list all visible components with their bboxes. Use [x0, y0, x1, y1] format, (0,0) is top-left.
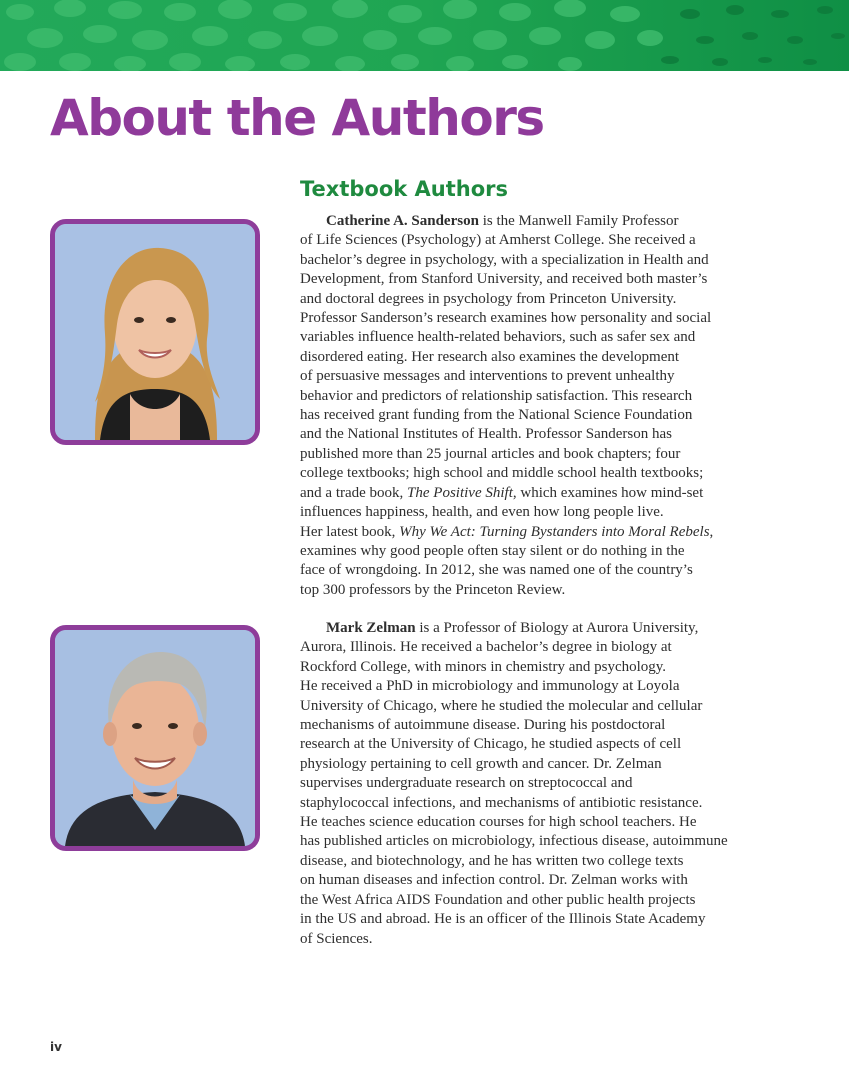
- author-name: Catherine A. Sanderson: [326, 213, 479, 229]
- bio-line: has published articles on microbiology, infectious disease, autoimmune: [300, 833, 728, 850]
- bio-line: Development, from Stanford University, and received both master’s: [300, 271, 708, 288]
- bio-line: and a trade book, The Positive Shift, which examines how mind-set: [300, 484, 704, 501]
- bio-line: Mark Zelman is a Professor of Biology at Aurora University,: [326, 620, 699, 636]
- bio-line: University of Chicago, where he studied the molecular and cellular: [300, 697, 703, 714]
- bio-line: variables influence health-related behaviors, such as safer sex and: [300, 329, 696, 346]
- dot-pattern: [0, 0, 849, 71]
- bio-line: college textbooks; high school and middle school health textbooks;: [300, 465, 704, 482]
- bio-line: He teaches science education courses for high school teachers. He: [300, 814, 697, 831]
- bio-line: bachelor’s degree in psychology, with a specialization in Health and: [300, 251, 709, 268]
- bio-line: of Life Sciences (Psychology) at Amherst College. She received a: [300, 232, 696, 249]
- bio-line: staphylococcal infections, and mechanisms of antibiotic resistance.: [300, 794, 703, 811]
- bio-line: Rockford College, with minors in chemistry and psychology.: [300, 658, 667, 675]
- bio-line: and doctoral degrees in psychology from Princeton University.: [300, 290, 677, 307]
- bio-line: has received grant funding from the National Science Foundation: [300, 407, 693, 424]
- bio-line: Her latest book, Why We Act: Turning Bystanders into Moral Rebels,: [300, 523, 714, 540]
- section-heading: Textbook Authors: [300, 177, 509, 201]
- book-title: Why We Act: Turning Bystanders into Moral Rebels: [399, 523, 710, 540]
- author-name: Mark Zelman: [326, 620, 416, 636]
- bio-line: on human diseases and infection control. Dr. Zelman works with: [300, 872, 688, 889]
- bio-line: supervises undergraduate research on streptococcal and: [300, 775, 633, 792]
- portrait-woman-image: [55, 224, 255, 440]
- bio-line: published more than 25 journal articles and book chapters; four: [300, 445, 681, 462]
- bio-line: in the US and abroad. He is an officer of the Illinois State Academy: [300, 911, 706, 928]
- author-photo-sanderson: [50, 219, 260, 445]
- author-bio-sanderson: [300, 212, 752, 600]
- bio-line: mechanisms of autoimmune disease. During his postdoctoral: [300, 717, 666, 734]
- page-number: iv: [50, 1040, 62, 1054]
- page-title: About the Authors: [50, 89, 544, 147]
- bio-line: of persuasive messages and interventions to prevent unhealthy: [300, 368, 675, 385]
- portrait-man-image: [55, 630, 255, 846]
- bio-line: influences happiness, health, and even how long people live.: [300, 504, 664, 521]
- bio-line: He received a PhD in microbiology and immunology at Loyola: [300, 678, 680, 695]
- bio-line: behavior and predictors of relationship satisfaction. This research: [300, 387, 693, 404]
- bio-line: top 300 professors by the Princeton Review.: [300, 581, 566, 598]
- bio-line: Catherine A. Sanderson is the Manwell Family Professor: [326, 213, 679, 229]
- bio-line: the West Africa AIDS Foundation and other public health projects: [300, 891, 696, 908]
- bio-line: Aurora, Illinois. He received a bachelor’s degree in biology at: [300, 639, 672, 656]
- bio-line: examines why good people often stay silent or do nothing in the: [300, 542, 685, 559]
- author-photo-zelman: [50, 625, 260, 851]
- header-banner: [0, 0, 849, 71]
- bio-line: physiology pertaining to cell growth and cancer. Dr. Zelman: [300, 755, 662, 772]
- author-bio-zelman: [300, 619, 752, 949]
- bio-line: Professor Sanderson’s research examines how personality and social: [300, 310, 712, 327]
- bio-line: face of wrongdoing. In 2012, she was named one of the country’s: [300, 562, 693, 579]
- bio-line: research at the University of Chicago, he studied aspects of cell: [300, 736, 682, 753]
- book-title: The Positive Shift: [407, 484, 513, 501]
- bio-line: disordered eating. Her research also examines the development: [300, 348, 680, 365]
- bio-line: and the National Institutes of Health. Professor Sanderson has: [300, 426, 673, 443]
- bio-line: disease, and biotechnology, and he has written two college texts: [300, 852, 684, 869]
- bio-line: of Sciences.: [300, 930, 373, 947]
